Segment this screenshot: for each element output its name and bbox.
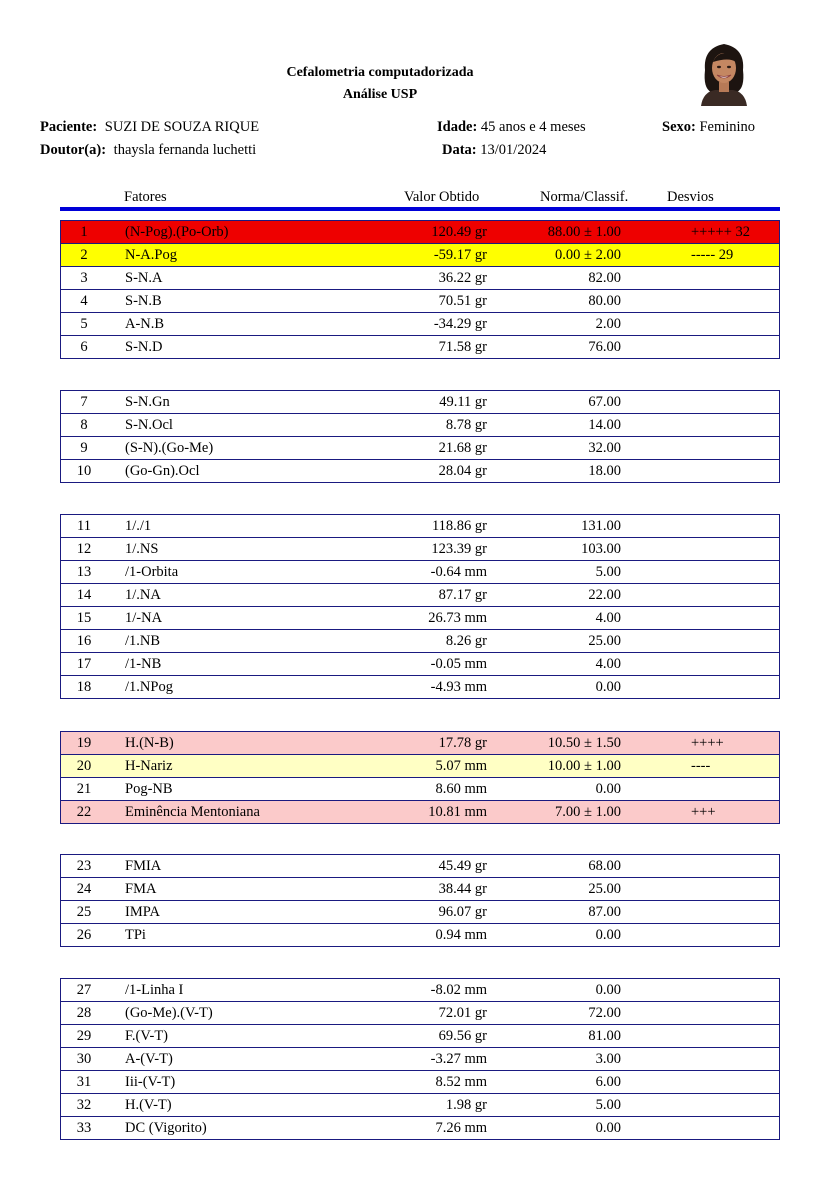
norm-value: 6.00 <box>595 1074 621 1090</box>
sex-value: Feminino <box>699 119 756 135</box>
obtained-value: -4.93 mm <box>430 679 487 695</box>
norm-value: 5.00 <box>595 564 621 580</box>
deviation-value: +++ <box>691 804 716 820</box>
doctor-label: Doutor(a): <box>40 142 107 158</box>
obtained-value: 17.78 gr <box>438 735 487 751</box>
table-row <box>61 878 779 901</box>
obtained-value: -59.17 gr <box>433 247 487 263</box>
obtained-value: -8.02 mm <box>430 982 487 998</box>
factor-number: 7 <box>80 394 88 410</box>
factor-number: 4 <box>80 293 88 309</box>
table-row <box>61 290 779 313</box>
factor-name: N-A.Pog <box>125 247 177 263</box>
column-header-norma: Norma/Classif. <box>540 189 629 205</box>
norm-value: 81.00 <box>588 1028 621 1044</box>
factor-number: 23 <box>76 858 92 874</box>
norm-value: 22.00 <box>588 587 621 603</box>
obtained-value: 28.04 gr <box>438 463 487 479</box>
table-row <box>61 515 779 538</box>
obtained-value: 1.98 gr <box>445 1097 487 1113</box>
factor-number: 5 <box>80 316 88 332</box>
obtained-value: -34.29 gr <box>433 316 487 332</box>
factor-name: FMIA <box>125 858 162 874</box>
table-row <box>61 267 779 290</box>
factor-name: H.(N-B) <box>125 735 174 751</box>
factor-number: 30 <box>76 1051 92 1067</box>
factor-name: H-Nariz <box>125 758 173 774</box>
norm-value: 2.00 <box>595 316 621 332</box>
factor-number: 11 <box>77 518 91 534</box>
factor-number: 14 <box>76 587 92 603</box>
obtained-value: 118.86 gr <box>431 518 487 534</box>
table-row <box>61 1071 779 1094</box>
factor-number: 3 <box>80 270 88 286</box>
table-group <box>60 978 780 1140</box>
doctor-value: thaysla fernanda luchetti <box>113 142 257 158</box>
factor-name: F.(V-T) <box>125 1028 169 1044</box>
table-row <box>61 460 779 482</box>
table-row <box>61 676 779 698</box>
norm-value: 68.00 <box>588 858 621 874</box>
column-header-desvios: Desvios <box>667 189 714 205</box>
obtained-value: 10.81 mm <box>428 804 487 820</box>
factor-name: S-N.A <box>125 270 163 286</box>
norm-value: 76.00 <box>588 339 621 355</box>
table-row <box>61 1002 779 1025</box>
patient-label: Paciente: <box>40 119 98 135</box>
factor-number: 6 <box>80 339 88 355</box>
age-label: Idade: <box>437 119 478 135</box>
obtained-value: 71.58 gr <box>438 339 487 355</box>
factor-number: 28 <box>76 1005 92 1021</box>
table-row <box>61 437 779 460</box>
factor-number: 32 <box>76 1097 92 1113</box>
age-value: 45 anos e 4 meses <box>480 119 586 135</box>
table-row <box>61 924 779 946</box>
column-header-valor: Valor Obtido <box>404 189 480 205</box>
table-row <box>61 630 779 653</box>
factor-name: DC (Vigorito) <box>125 1120 207 1136</box>
norm-value: 3.00 <box>595 1051 621 1067</box>
obtained-value: 0.94 mm <box>435 927 487 943</box>
deviation-value: ----- 29 <box>691 247 734 263</box>
deviation-value: ---- <box>691 758 711 774</box>
norm-value: 0.00 <box>595 679 621 695</box>
factor-name: S-N.B <box>125 293 162 309</box>
factor-name: S-N.D <box>125 339 163 355</box>
factor-number: 10 <box>76 463 92 479</box>
norm-value: 82.00 <box>588 270 621 286</box>
norm-value: 10.00 ± 1.00 <box>547 758 621 774</box>
obtained-value: 26.73 mm <box>428 610 487 626</box>
norm-value: 67.00 <box>588 394 621 410</box>
obtained-value: 5.07 mm <box>435 758 487 774</box>
table-row <box>61 607 779 630</box>
obtained-value: 69.56 gr <box>438 1028 487 1044</box>
table-row <box>61 901 779 924</box>
page-title: Cefalometria computadorizada <box>286 65 474 80</box>
norm-value: 131.00 <box>581 518 621 534</box>
obtained-value: 70.51 gr <box>438 293 487 309</box>
factor-name: (Go-Me).(V-T) <box>125 1005 213 1021</box>
factor-name: (S-N).(Go-Me) <box>125 440 214 456</box>
factor-name: Pog-NB <box>125 781 173 797</box>
norm-value: 80.00 <box>588 293 621 309</box>
patient-photo <box>699 40 749 106</box>
factor-number: 24 <box>76 881 92 897</box>
factor-name: /1.NB <box>125 633 161 649</box>
sex-label: Sexo: <box>662 119 696 135</box>
norm-value: 4.00 <box>595 610 621 626</box>
header-divider <box>60 207 780 211</box>
table-row <box>61 414 779 437</box>
obtained-value: 45.49 gr <box>438 858 487 874</box>
norm-value: 14.00 <box>588 417 621 433</box>
obtained-value: 8.26 gr <box>445 633 487 649</box>
table-row <box>61 336 779 358</box>
factor-name: FMA <box>125 881 157 897</box>
table-row <box>61 584 779 607</box>
norm-value: 32.00 <box>588 440 621 456</box>
norm-value: 0.00 ± 2.00 <box>555 247 621 263</box>
deviation-value: ++++ <box>691 735 724 751</box>
norm-value: 18.00 <box>588 463 621 479</box>
table-row <box>61 755 779 778</box>
table-group <box>60 731 780 824</box>
factor-number: 12 <box>76 541 92 557</box>
factor-name: Eminência Mentoniana <box>125 804 260 820</box>
table-row <box>61 244 779 267</box>
norm-value: 5.00 <box>595 1097 621 1113</box>
column-header-fatores: Fatores <box>124 189 167 205</box>
factor-number: 31 <box>76 1074 92 1090</box>
obtained-value: 8.60 mm <box>435 781 487 797</box>
factor-name: (Go-Gn).Ocl <box>125 463 200 479</box>
table-row <box>61 561 779 584</box>
table-row <box>61 1048 779 1071</box>
factor-name: 1/-NA <box>125 610 163 626</box>
patient-value: SUZI DE SOUZA RIQUE <box>104 119 260 135</box>
deviation-value: +++++ 32 <box>691 224 751 240</box>
table-row <box>61 801 779 823</box>
factor-name: IMPA <box>125 904 160 920</box>
factor-number: 29 <box>76 1028 92 1044</box>
norm-value: 0.00 <box>595 1120 621 1136</box>
norm-value: 0.00 <box>595 781 621 797</box>
factor-name: 1/./1 <box>125 518 152 534</box>
factor-number: 16 <box>76 633 92 649</box>
date-field <box>442 142 546 159</box>
date-label: Data: <box>442 142 477 158</box>
factor-number: 15 <box>76 610 92 626</box>
table-row <box>61 1025 779 1048</box>
obtained-value: 123.39 gr <box>431 541 487 557</box>
factor-name: S-N.Gn <box>125 394 170 410</box>
norm-value: 87.00 <box>588 904 621 920</box>
norm-value: 0.00 <box>595 927 621 943</box>
factor-name: A-N.B <box>125 316 165 332</box>
factor-name: 1/.NA <box>125 587 161 603</box>
obtained-value: 21.68 gr <box>438 440 487 456</box>
factor-number: 20 <box>76 758 92 774</box>
table-row <box>61 538 779 561</box>
factor-number: 19 <box>76 735 92 751</box>
norm-value: 0.00 <box>595 982 621 998</box>
factor-number: 21 <box>76 781 92 797</box>
factor-number: 26 <box>76 927 92 943</box>
norm-value: 10.50 ± 1.50 <box>547 735 621 751</box>
doctor-field <box>40 142 256 159</box>
factor-number: 1 <box>80 224 88 240</box>
date-value: 13/01/2024 <box>480 142 547 158</box>
factor-number: 8 <box>80 417 88 433</box>
age-field <box>437 119 586 136</box>
obtained-value: 72.01 gr <box>438 1005 487 1021</box>
norm-value: 25.00 <box>588 633 621 649</box>
obtained-value: -0.05 mm <box>430 656 487 672</box>
table-row <box>61 313 779 336</box>
table-group <box>60 514 780 699</box>
factor-number: 13 <box>76 564 92 580</box>
factor-name: /1-Linha I <box>125 982 184 998</box>
obtained-value: 49.11 gr <box>439 394 487 410</box>
obtained-value: 7.26 mm <box>435 1120 487 1136</box>
factor-number: 25 <box>76 904 92 920</box>
table-group <box>60 220 780 359</box>
factor-name: Iii-(V-T) <box>125 1074 176 1090</box>
factor-name: /1-Orbita <box>125 564 179 580</box>
table-row <box>61 221 779 244</box>
norm-value: 72.00 <box>588 1005 621 1021</box>
factor-number: 17 <box>76 656 92 672</box>
factor-name: A-(V-T) <box>125 1051 173 1067</box>
patient-field <box>40 119 259 136</box>
table-group <box>60 854 780 947</box>
factor-number: 22 <box>76 804 92 820</box>
obtained-value: 36.22 gr <box>438 270 487 286</box>
page-subtitle: Análise USP <box>342 87 418 102</box>
table-row <box>61 778 779 801</box>
table-row <box>61 653 779 676</box>
factor-name: H.(V-T) <box>125 1097 172 1113</box>
obtained-value: 8.52 mm <box>435 1074 487 1090</box>
obtained-value: 96.07 gr <box>438 904 487 920</box>
obtained-value: -3.27 mm <box>430 1051 487 1067</box>
sex-field <box>662 119 755 136</box>
table-row <box>61 1117 779 1139</box>
norm-value: 7.00 ± 1.00 <box>555 804 621 820</box>
table-row <box>61 391 779 414</box>
factor-number: 27 <box>76 982 92 998</box>
factor-number: 33 <box>76 1120 92 1136</box>
factor-name: 1/.NS <box>125 541 159 557</box>
norm-value: 103.00 <box>581 541 621 557</box>
obtained-value: 38.44 gr <box>438 881 487 897</box>
factor-name: /1.NPog <box>125 679 173 695</box>
factor-number: 9 <box>80 440 88 456</box>
table-row <box>61 1094 779 1117</box>
factor-number: 18 <box>76 679 92 695</box>
obtained-value: 120.49 gr <box>431 224 487 240</box>
norm-value: 25.00 <box>588 881 621 897</box>
table-row <box>61 855 779 878</box>
factor-name: /1-NB <box>125 656 162 672</box>
factor-name: S-N.Ocl <box>125 417 173 433</box>
norm-value: 88.00 ± 1.00 <box>547 224 621 240</box>
obtained-value: 8.78 gr <box>445 417 487 433</box>
norm-value: 4.00 <box>595 656 621 672</box>
factor-number: 2 <box>80 247 88 263</box>
obtained-value: 87.17 gr <box>438 587 487 603</box>
factor-name: TPi <box>125 927 146 943</box>
obtained-value: -0.64 mm <box>430 564 487 580</box>
table-group <box>60 390 780 483</box>
table-row <box>61 732 779 755</box>
factor-name: (N-Pog).(Po-Orb) <box>125 224 229 240</box>
table-row <box>61 979 779 1002</box>
